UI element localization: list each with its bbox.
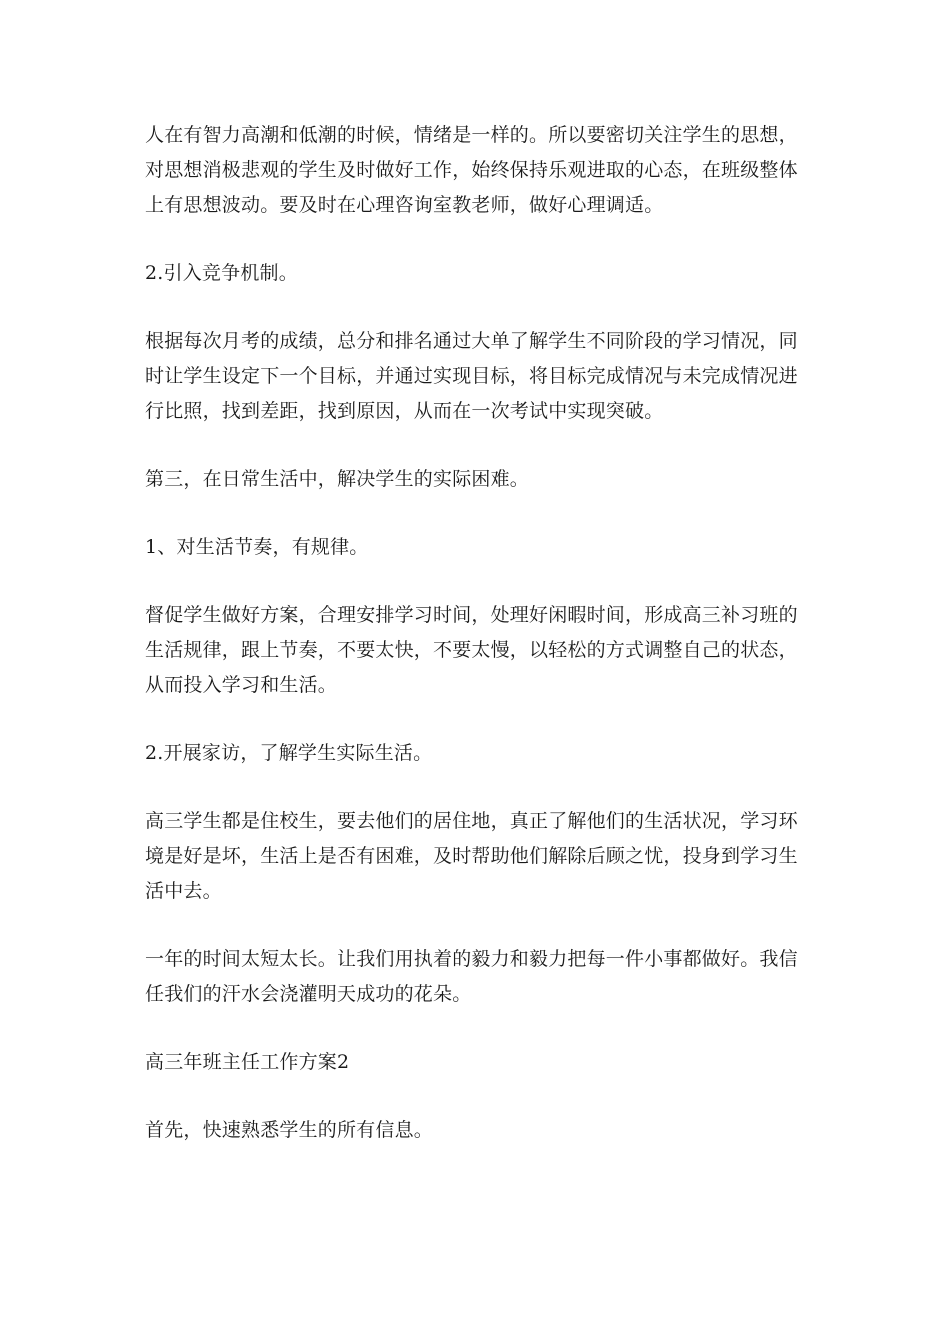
paragraph-9: 一年的时间太短太长。让我们用执着的毅力和毅力把每一件小事都做好。我信任我们的汗水会浇灌明天成功的花朵。 [145, 948, 798, 1005]
paragraph-6: 督促学生做好方案，合理安排学习时间，处理好闲暇时间，形成高三补习班的生活规律，跟上节奏，不要太快，不要太慢，以轻松的方式调整自己的状态，从而投入学习和生活。 [145, 604, 798, 696]
paragraph-8: 高三学生都是住校生，要去他们的居住地，真正了解他们的生活状况，学习环境是好是坏，生活上是否有困难，及时帮助他们解除后顾之忧，投身到学习生活中去。 [145, 810, 798, 902]
paragraph-4: 第三，在日常生活中，解决学生的实际困难。 [145, 468, 530, 490]
paragraph-10: 首先，快速熟悉学生的所有信息。 [145, 1119, 434, 1141]
paragraph-7: 2.开展家访，了解学生实际生活。 [145, 742, 433, 764]
document-body [145, 118, 810, 1181]
paragraph-5: 1、对生活节奏，有规律。 [145, 536, 369, 558]
paragraph-3: 根据每次月考的成绩，总分和排名通过大单了解学生不同阶段的学习情况，同时让学生设定下一个目标，并通过实现目标，将目标完成情况与未完成情况进行比照，找到差距，找到原因，从而在一次考试中实现突破。 [145, 330, 798, 422]
section-heading: 高三年班主任工作方案2 [145, 1051, 350, 1073]
paragraph-2: 2.引入竞争机制。 [145, 262, 298, 284]
paragraph-1: 人在有智力高潮和低潮的时候，情绪是一样的。所以要密切关注学生的思想，对思想消极悲观的学生及时做好工作，始终保持乐观进取的心态，在班级整体上有思想波动。要及时在心理咨询室教老师，做好心理调适。 [145, 124, 798, 216]
